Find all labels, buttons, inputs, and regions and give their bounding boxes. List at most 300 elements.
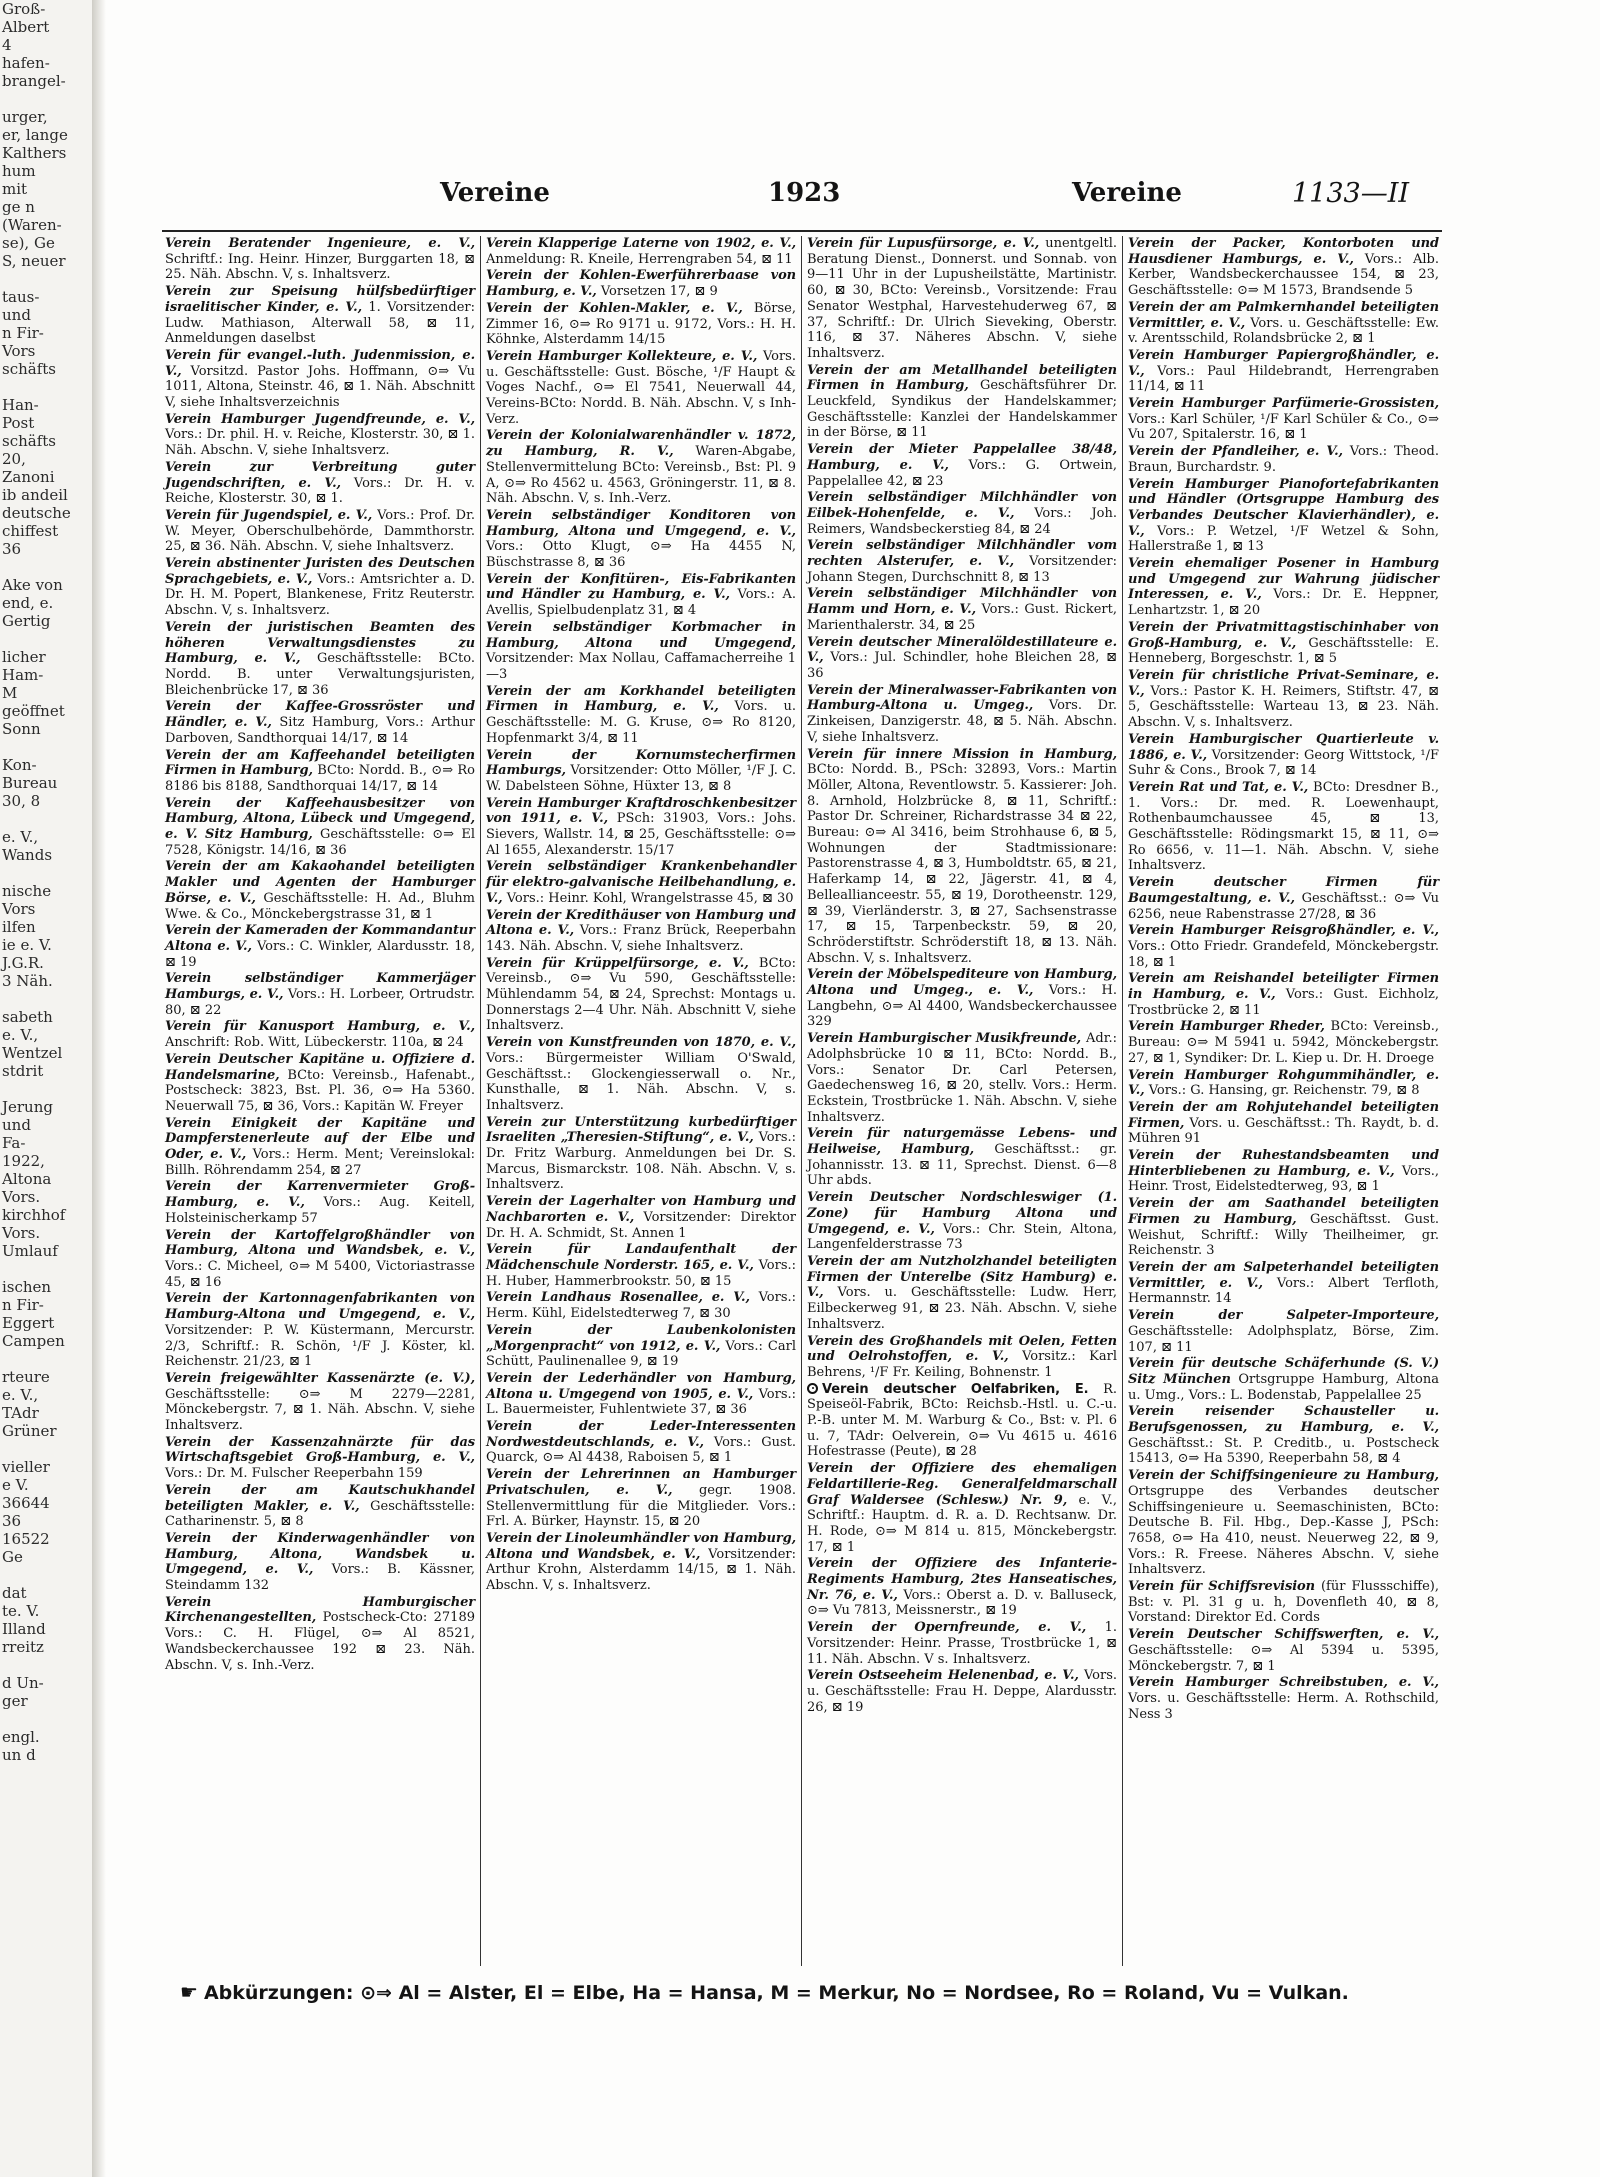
entry-details: Vors.: Theod. Braun, Burchardstr. 9. [1128, 444, 1439, 475]
facing-page-text-fragment: Sonn [2, 720, 41, 738]
entry-details: Vors.: B. Kässner, Steindamm 132 [165, 1562, 475, 1594]
facing-page-text-fragment [0, 378, 92, 396]
entry-details: Vors.: L. Bauermeister, Fuhlentwiete 37, ⊠ 36 [486, 1386, 796, 1418]
association-entry [1128, 1019, 1439, 1066]
association-entry [807, 1254, 1117, 1333]
column-1 [160, 236, 481, 1966]
facing-page-text-fragment: Zanoni [2, 468, 55, 486]
facing-page-text-fragment: taus- [2, 288, 40, 306]
facing-page-text-fragment: deutsche [2, 504, 71, 522]
entry-details: Vors. Dr. Zinkeisen, Danzigerstr. 48, ⊠ 5. Näh. Abschn. V, siehe Inhaltsverz. [807, 698, 1117, 745]
facing-page-text-fragment: d Un- [2, 1674, 44, 1692]
facing-page-text-fragment: 1922, [2, 1152, 45, 1170]
entry-details: Anschrift: Rob. Witt, Lübeckerstr. 110a, ⊠ 24 [165, 1035, 464, 1051]
association-entry [807, 1668, 1117, 1715]
facing-page-text-fragment: te. V. [2, 1602, 40, 1620]
facing-page-text-fragment: und [2, 1116, 31, 1134]
association-entry [165, 508, 475, 555]
entry-details: gegr. 1908. Stellenvermittlung für die Mitglieder. Vors.: Frl. A. Bürker, Haynstr. 15, ⊠ 20 [486, 1482, 796, 1530]
association-entry [165, 1435, 475, 1482]
facing-page-text-fragment: Umlauf [2, 1242, 58, 1260]
association-entry [807, 1126, 1117, 1189]
association-entry [1128, 1675, 1439, 1722]
association-entry [1128, 620, 1439, 667]
entry-title: Verein für Kanusport Hamburg, e. V., [165, 1019, 475, 1035]
entry-title: Verein Hamburger Pianofortefabrikanten und Händler (Ortsgruppe Hamburg des Verbandes Deutscher Klavierhändler), e. V., [1128, 476, 1439, 539]
association-entry [165, 1531, 475, 1594]
facing-page-text-fragment: 36644 [2, 1494, 50, 1512]
entry-title: Verein Deutscher Nordschleswiger (1. Zone) für Hamburg Altona und Umgegend, e. V., [807, 1190, 1117, 1237]
association-entry [486, 1371, 796, 1418]
association-entry [1128, 780, 1439, 874]
entry-details: Vors.: H. Langbehn, ⊙⇒ Al 4400, Wandsbeckerchaussee 329 [807, 983, 1117, 1030]
association-entry [165, 284, 475, 347]
entry-details: Vorsitz.: Karl Behrens, ¹/F Fr. Keiling, Bohnenstr. 1 [807, 1349, 1117, 1380]
entry-details: Schriftf.: Ing. Heinr. Hinzer, Burggarten 18, ⊠ 25. Näh. Abschn. V, s. Inhaltsverz. [165, 251, 475, 283]
facing-page-text-fragment: e. V., [2, 1386, 39, 1404]
entry-title: Verein zur Speisung hülfsbedürftiger israelitischer Kinder, e. V., [165, 284, 475, 315]
entry-title: Verein der Lederhändler von Hamburg, Altona u. Umgegend von 1905, e. V., [486, 1370, 796, 1402]
entry-title: Verein der Offiziere des Infanterie-Regiments Hamburg, 2tes Hanseatisches, Nr. 76, e. V., [807, 1556, 1117, 1603]
entry-title: Verein der am Metallhandel beteiligten Firmen in Hamburg, [807, 362, 1117, 394]
facing-page-text-fragment: ib andeil [2, 486, 68, 504]
entry-details: Geschäftsstelle: BCto. Nordd. B. unter Verwaltungsjuristen, Bleichenbrücke 17, ⊠ 36 [165, 651, 475, 698]
entry-details: Vorsitzender: Arthur Krohn, Alsterdamm 14/15, ⊠ 1. Näh. Abschn. V, s. Inhaltsverz. [486, 1546, 796, 1594]
facing-page-text-fragment: Eggert [2, 1314, 55, 1332]
entry-title: Verein ehemaliger Posener in Hamburg und Umgegend zur Wahrung jüdischer Interessen, e. V., [1128, 556, 1439, 603]
entry-title: Verein der Salpeter-Importeure, [1128, 1308, 1439, 1324]
association-entry [165, 1179, 475, 1226]
facing-page-text-fragment: Wentzel [2, 1044, 63, 1062]
entry-details: Vors.: Gust. Rickert, Marienthalerstr. 34, ⊠ 25 [807, 602, 1117, 633]
facing-page-text-fragment: rreitz [2, 1638, 44, 1656]
entry-title: Verein der am Nutzholzhandel beteiligten Firmen der Unterelbe (Sitz Hamburg) e. V., [807, 1254, 1117, 1301]
header-right-title: Vereine [1072, 178, 1182, 208]
facing-page-text-fragment: 4 [2, 36, 12, 54]
association-entry [807, 967, 1117, 1030]
association-entry [807, 1190, 1117, 1253]
facing-page-text-fragment: (Waren- [2, 216, 62, 234]
entry-title: Verein Ostseeheim Helenenbad, e. V., [807, 1668, 1079, 1684]
facing-page-text-fragment [0, 630, 92, 648]
association-entry [486, 684, 796, 747]
association-entry [1128, 1148, 1439, 1195]
entry-title: Verein der Ruhestandsbeamten und Hinterbliebenen zu Hamburg, e. V., [1128, 1148, 1439, 1179]
facing-page-text-fragment: Illand [2, 1620, 46, 1638]
entry-title: Verein für innere Mission in Hamburg, [807, 746, 1117, 762]
entry-title: Verein der Leder-Interessenten Nordwestdeutschlands, e. V., [486, 1419, 796, 1450]
facing-page-text-fragment: sabeth [2, 1008, 53, 1026]
entry-details: BCto: Nordd. B., ⊙⇒ Ro 8186 bis 8188, Sandthorquai 14/17, ⊠ 14 [165, 763, 475, 794]
entry-title: Verein selbständiger Milchhändler vom rechten Alsterufer, e. V., [807, 538, 1117, 570]
association-entry [165, 1291, 475, 1370]
facing-page-text-fragment: Fa- [2, 1134, 26, 1152]
entry-details: Vors.: Gust. Quarck, ⊙⇒ Al 4438, Raboisen 5, ⊠ 1 [486, 1434, 796, 1466]
entry-title: Verein der Packer, Kontorboten und Hausdiener Hamburgs, e. V., [1128, 236, 1439, 267]
entry-title: Verein der juristischen Beamten des höheren Verwaltungsdienstes zu Hamburg, e. V., [165, 619, 475, 667]
entry-title: Verein Hamburger Jugendfreunde, e. V., [165, 411, 475, 427]
facing-page-text-fragment: stdrit [2, 1062, 44, 1080]
entry-details: Ortsgruppe Hamburg, Altona u. Umg., Vors.: L. Bodenstab, Pappelallee 25 [1128, 1371, 1439, 1403]
entry-details: Vors. u. Geschäftsstelle: Ludw. Herr, Eilbeckerweg 91, ⊠ 23. Näh. Abschn. V, siehe Inhaltsverz. [807, 1285, 1117, 1332]
entry-details: Vors.: Herm. Ment; Vereinslokal: Billh. Röhrendamm 254, ⊠ 27 [165, 1147, 475, 1178]
entry-title: Verein der Kassenzahnärzte für das Wirtschaftsgebiet Groß-Hamburg, e. V., [165, 1434, 475, 1466]
facing-page-text-fragment: Wands [2, 846, 53, 864]
facing-page-text-fragment: n Fir- [2, 324, 44, 342]
facing-page-text-fragment: un d [2, 1746, 36, 1764]
facing-page-text-fragment: ger [2, 1692, 28, 1710]
association-entry [486, 956, 796, 1035]
entry-title: Verein der am Kautschukhandel beteiligten Makler, e. V., [165, 1482, 475, 1514]
facing-page-text-fragment: Grüner [2, 1422, 57, 1440]
entry-details: Geschäftsführer Dr. Leuckfeld, Syndikus der Handelskammer; Geschäftsstelle: Kanzlei der Handelskammer in der Börse, ⊠ 11 [807, 378, 1118, 441]
entry-title: Verein der Kredithäuser von Hamburg und Altona e. V., [486, 907, 796, 939]
entry-title: Verein Deutscher Kapitäne u. Offiziere d. Handelsmarine, [165, 1051, 475, 1083]
association-entry [1128, 300, 1439, 347]
association-entry [486, 428, 796, 507]
entry-details: Geschäftsst.: ⊙⇒ Vu 6256, neue Rabenstrasse 27/28, ⊠ 36 [1128, 890, 1440, 922]
header-left-title: Vereine [440, 178, 550, 208]
entry-title: Verein für naturgemässe Lebens- und Heilweise, Hamburg, [807, 1126, 1117, 1158]
association-entry [1128, 1260, 1439, 1307]
ornament-circle-icon [807, 1383, 818, 1394]
association-entry [486, 620, 796, 683]
entry-details: Vors.: C. Winkler, Alardusstr. 18, ⊠ 19 [165, 938, 475, 970]
entry-details: Geschäftsstelle: Catharinenstr. 5, ⊠ 8 [165, 1498, 475, 1530]
entry-details: Vorsitzender: Georg Wittstock, ¹/F Suhr & Cons., Brook 7, ⊠ 14 [1128, 747, 1439, 779]
association-entry [807, 490, 1117, 537]
facing-page-text-fragment: end, e. [2, 594, 54, 612]
entry-details: Geschäftsstelle: ⊙⇒ M 2279—2281, Mönckebergstr. 7, ⊠ 1. Näh. Abschn. V, siehe Inhaltsverz. [165, 1386, 475, 1434]
facing-page-text-fragment [0, 1710, 92, 1728]
entry-title: Verein für christliche Privat-Seminare, e. V., [1128, 667, 1439, 699]
entry-details: 1. Vorsitzender: Heinr. Prasse, Trostbrücke 1, ⊠ 11. Näh. Abschn. V s. Inhaltsverz. [807, 1620, 1117, 1667]
entry-details: Geschäftsstelle: ⊙⇒ Al 5394 u. 5395, Mönckebergstr. 7, ⊠ 1 [1128, 1642, 1439, 1674]
association-entry [486, 572, 796, 619]
facing-page-text-fragment: e. V., [2, 1026, 39, 1044]
entry-details: Vors.: Dr. M. Fulscher Reeperbahn 159 [165, 1466, 423, 1482]
facing-page-text-fragment [0, 864, 92, 882]
entry-details: Vorsitzender: Otto Möller, ¹/F J. C. W. Dabelsteen Söhne, Hüxter 13, ⊠ 8 [486, 763, 796, 794]
entry-details: Vors.: Chr. Stein, Altona, Langenfelderstrasse 73 [807, 1221, 1117, 1253]
entry-title: Verein Hamburgischer Musikfreunde, [807, 1031, 1082, 1047]
facing-page-text-fragment: e. V., [2, 828, 39, 846]
association-entry [1128, 236, 1439, 299]
entry-details: Geschäftsstelle: H. Ad., Bluhm Wwe. & Co., Mönckebergstrasse 31, ⊠ 1 [165, 890, 475, 922]
entry-title: Verein selbständiger Korbmacher in Hamburg, Altona und Umgegend, [486, 619, 796, 651]
facing-page-text-fragment: hum [2, 162, 36, 180]
facing-page-text-fragment [0, 990, 92, 1008]
entry-details: Geschäftsst. Gust. Weishut, Schriftf.: Willy Theilheimer, gr. Reichenstr. 3 [1128, 1211, 1439, 1259]
entry-title: Verein Hamburger Reisgroßhändler, e. V., [1128, 923, 1439, 939]
entry-details: (für Flussschiffe), Bst: v. Pl. 31 g u. h, Dovenfleth 40, ⊠ 8, Vorstand: Direktor Ed. Cords [1128, 1579, 1439, 1626]
facing-page-text-fragment: M [2, 684, 18, 702]
entry-details: Vorsitzender: Direktor Dr. H. A. Schmidt, St. Annen 1 [486, 1209, 796, 1241]
entry-title: Verein der Konfitüren-, Eis-Fabrikanten und Händler zu Hamburg, e. V., [486, 571, 796, 603]
facing-page-text-fragment: ilfen [2, 918, 36, 936]
facing-page-fragment [0, 0, 94, 2177]
abbreviations-footer [180, 1980, 1480, 2004]
facing-page-text-fragment [0, 738, 92, 756]
facing-page-text-fragment: Groß- [2, 0, 46, 18]
association-entry [1128, 1627, 1439, 1674]
entry-title: Verein der Kaffeehausbesitzer von Hamburg, Altona, Lübeck und Umgegend, e. V. Sitz Hamburg, [165, 795, 475, 843]
entry-title: Verein der Kohlen-Ewerführerbaase von Hamburg, e. V., [486, 268, 796, 300]
association-entry [807, 1461, 1117, 1555]
association-entry [486, 748, 796, 795]
entry-title: Verein Klapperige Laterne von 1902, e. V., [486, 236, 796, 251]
facing-page-text-fragment: brangel- [2, 72, 66, 90]
association-entry [486, 301, 796, 348]
entry-details: Vors.: Aug. Keitell, Holsteinischerkamp 57 [165, 1195, 475, 1226]
entry-title: Verein der Kaffee-Grossröster und Händler, e. V., [165, 699, 475, 731]
association-entry [807, 363, 1117, 442]
facing-page-text-fragment: 36 [2, 540, 22, 558]
entry-title: Verein für evangel.-luth. Judenmission, e. V., [165, 347, 475, 379]
facing-page-text-fragment: vieller [2, 1458, 50, 1476]
entry-details: Vors.: Dr. H. v. Reiche, Klosterstr. 30, ⊠ 1. [165, 475, 475, 507]
entry-title: Verein für Landaufenthalt der Mädchenschule Norderstr. 165, e. V., [486, 1242, 796, 1273]
entry-title: Verein selbständiger Kammerjäger Hamburgs, e. V., [165, 971, 475, 1003]
facing-page-text-fragment: Gertig [2, 612, 51, 630]
entry-title: Verein der am Kakaohandel beteiligten Makler und Agenten der Hamburger Börse, e. V., [165, 859, 475, 906]
entry-title: Verein der Privatmittagstischinhaber von Groß-Hamburg, e. V., [1128, 619, 1439, 651]
entry-details: Geschäftsst.: St. P. Creditb., u. Postscheck 15413, ⊙⇒ Ha 5390, Reeperbahn 58, ⊠ 4 [1128, 1435, 1439, 1467]
association-entry [165, 1228, 475, 1291]
association-entry [165, 971, 475, 1018]
entry-title: Verein Rat und Tat, e. V., [1128, 779, 1309, 795]
entry-title: Verein der am Salpeterhandel beteiligten Vermittler, e. V., [1128, 1260, 1439, 1291]
facing-page-text-fragment: Jerung [2, 1098, 53, 1116]
entry-title: Verein selbständiger Krankenbehandler für elektro-galvanische Heilbehandlung, e. V., [486, 859, 796, 906]
facing-page-text-fragment: Ake von [2, 576, 63, 594]
association-entry [165, 556, 475, 619]
entry-title: Verein Hamburger Rohgummihändler, e. V., [1128, 1067, 1439, 1099]
facing-page-text-fragment [0, 1566, 92, 1584]
facing-page-text-fragment: Altona [2, 1170, 52, 1188]
entry-details: Vors.: Prof. Dr. W. Meyer, Oberschulbehörde, Dammthorstr. 25, ⊠ 36. Näh. Abschn. V, siehe Inhaltsverz. [165, 507, 476, 555]
facing-page-text-fragment [0, 1350, 92, 1368]
entry-details: Ortsgruppe des Verbandes deutscher Schiffsingenieure u. Seemaschinisten, BCto: Deutsche B. Fil. Hbg., Dep.-Kasse J, PSch: 7658, ⊙⇒ Ha 410, neust. Neuerweg 22, ⊠ 9, Vors.: R. Freese. Näheres Abschn. V, siehe Inhaltsverz. [1128, 1483, 1439, 1578]
entry-details: Vors.: Bürgermeister William O'Swald, Geschäftsst.: Glockengiesserwall o. Nr., Kunsthalle, ⊠ 1. Näh. Abschn. V, s. Inhaltsverz. [486, 1050, 796, 1113]
entry-details: Anmeldung: R. Kneile, Herrengraben 54, ⊠ 11 [486, 251, 793, 267]
entry-title: Verein Landhaus Rosenallee, e. V., [486, 1290, 750, 1306]
association-entry [165, 923, 475, 970]
facing-page-text-fragment: Vors. [2, 1188, 41, 1206]
facing-page-text-fragment: Albert [2, 18, 50, 36]
entry-details: Vors.: Dr. phil. H. v. Reiche, Klosterstr. 30, ⊠ 1. Näh. Abschn. V, siehe Inhaltsverz. [165, 427, 475, 459]
entry-details: Geschäftsst.: gr. Johannisstr. 13. ⊠ 11, Sprechst. Dienst. 6—8 Uhr abds. [807, 1142, 1118, 1189]
association-entry [1128, 923, 1439, 970]
association-entry [1128, 477, 1439, 556]
association-entry [1128, 1579, 1439, 1626]
entry-title: Verein Beratender Ingenieure, e. V., [165, 236, 475, 251]
entry-title: Verein der Linoleumhändler von Hamburg, Altona und Wandsbek, e. V., [486, 1530, 796, 1562]
association-entry [165, 620, 475, 699]
entry-title: Verein der am Saathandel beteiligten Firmen zu Hamburg, [1128, 1196, 1439, 1227]
association-entry [1128, 1356, 1439, 1403]
running-head [110, 178, 1450, 218]
entry-details: BCto: Dresdner B., 1. Vors.: Dr. med. R. Loewenhaupt, Rothenbaumchaussee 45, ⊠ 13, Geschäftsstelle: Rödingsmarkt 15, ⊠ 11, ⊙⇒ Ro 6656, v. 11—1. Näh. Abschn. V, siehe Inhaltsverz. [1128, 779, 1440, 874]
entry-details: BCto: Vereinsb., Bureau: ⊙⇒ M 5941 u. 5942, Mönckebergstr. 27, ⊠ 1, Syndiker: Dr. L. Kiep u. Dr. H. Droege [1128, 1019, 1439, 1066]
association-entry [1128, 1068, 1439, 1099]
entry-title: Verein der Kartoffelgroßhändler von Hamburg, Altona und Wandsbek, e. V., [165, 1227, 475, 1259]
entry-details: Vors. u. Geschäftsstelle: M. G. Kruse, ⊙⇒ Ro 8120, Hopfenmarkt 3/4, ⊠ 11 [486, 699, 796, 746]
entry-title: Verein der Offiziere des ehemaligen Feldartillerie-Reg. Generalfeldmarschall Graf Waldersee (Schlesw.) Nr. 9, [807, 1461, 1117, 1508]
entry-details: Vors. u. Geschäftsstelle: Gust. Bösche, ¹/F Haupt & Voges Nachf., ⊙⇒ El 7541, Neuerwall 44, Vereins-BCto: Nordd. B. Näh. Abschn. V, s Inh-Verz. [486, 348, 796, 427]
association-entry [1128, 396, 1439, 443]
entry-details: e. V., Schriftf.: Hauptm. d. R. a. D. Rechtsanw. Dr. H. Rode, ⊙⇒ M 814 u. 815, Mönckebergstr. 17, ⊠ 1 [807, 1492, 1118, 1555]
entry-title: Verein der Kohlen-Makler, e. V., [486, 300, 743, 316]
entry-title: Verein der Lagerhalter von Hamburg und Nachbarorten e. V., [486, 1194, 796, 1225]
entry-details: Adr.: Adolphsbrücke 10 ⊠ 11, BCto: Nordd. B., Vors.: Senator Dr. Carl Petersen, Gaedechensweg 16, ⊠ 20, stellv. Vors.: Herm. Eckstein, Trostbrücke 1. Näh. Abschn. V, siehe Inhaltsverz. [807, 1031, 1117, 1125]
entry-title: Verein am Reishandel beteiligter Firmen in Hamburg, e. V., [1128, 971, 1439, 1003]
association-entry [807, 1334, 1117, 1381]
facing-page-text-fragment: 30, 8 [2, 792, 41, 810]
association-entry [486, 796, 796, 859]
facing-page-text-fragment: J.G.R. [2, 954, 44, 972]
facing-page-text-fragment: chiffest [2, 522, 59, 540]
facing-page-text-fragment: mit [2, 180, 28, 198]
entry-title: Verein Hamburger Rheder, [1128, 1019, 1325, 1035]
entry-title: Verein der Pfandleiher, e. V., [1128, 444, 1343, 460]
facing-page-text-fragment: schäfts [2, 360, 56, 378]
facing-page-text-fragment: Ham- [2, 666, 44, 684]
facing-page-text-fragment: Bureau [2, 774, 58, 792]
entry-details: Vors.: Karl Schüler, ¹/F Karl Schüler & Co., ⊙⇒ Vu 207, Spitalerstr. 16, ⊠ 1 [1128, 411, 1439, 443]
association-entry [165, 699, 475, 746]
entry-details: Vors.: Alb. Kerber, Wandsbeckerchaussee 154, ⊠ 23, Geschäftsstelle: ⊙⇒ M 1573, Brandsende 5 [1128, 251, 1439, 299]
facing-page-text-fragment: kirchhof [2, 1206, 66, 1224]
facing-page-text-fragment: ge n [2, 198, 35, 216]
association-entry [486, 1323, 796, 1370]
text-columns [160, 236, 1446, 1966]
facing-page-text-fragment: Kalthers [2, 144, 67, 162]
association-entry [1128, 1196, 1439, 1259]
association-entry [1128, 556, 1439, 619]
association-entry [486, 1194, 796, 1241]
entry-details: Vors. u. Geschäftsstelle: Ew. v. Arentsschild, Rolandsbrücke 2, ⊠ 1 [1128, 315, 1439, 347]
association-entry [1128, 1100, 1439, 1147]
facing-page-text-fragment: urger, [2, 108, 48, 126]
column-4 [1123, 236, 1444, 1966]
entry-title: Verein der am Korkhandel beteiligten Firmen in Hamburg, e. V., [486, 683, 796, 715]
association-entry [165, 859, 475, 922]
association-entry [486, 268, 796, 299]
entry-details: BCto: Vereinsb., ⊙⇒ Vu 590, Geschäftsstelle: Mühlendamm 54, ⊠ 24, Sprechst: Montags u. Donnerstags 2—4 Uhr. Näh. Abschnitt V, siehe Inhaltsverz. [486, 955, 796, 1034]
facing-page-text-fragment: Kon- [2, 756, 37, 774]
abbreviations-text: Abkürzungen: ⊙⇒ Al = Alster, El = Elbe, Ha = Hansa, M = Merkur, No = Nordsee, Ro = Roland, Vu = Vulkan. [203, 1982, 1349, 2004]
entry-title: Verein Hamburgischer Kirchenangestellten, [165, 1594, 475, 1626]
facing-page-text-fragment [0, 810, 92, 828]
entry-details: Vors.: Herm. Kühl, Eidelstedterweg 7, ⊠ 30 [486, 1290, 796, 1322]
entry-details: Vorsitzender: P. W. Küstermann, Mercurstr. 2/3, Schriftf.: R. Schön, ¹/F J. Köster, kl. Reichenstr. 21/23, ⊠ 1 [165, 1322, 475, 1370]
association-entry [807, 635, 1117, 682]
entry-details: Börse, Zimmer 16, ⊙⇒ Ro 9171 u. 9172, Vors.: H. H. Köhnke, Alsterdamm 14/15 [486, 300, 796, 348]
entry-details: Sitz Hamburg, Vors.: Arthur Darboven, Sandthorquai 14/17, ⊠ 14 [165, 715, 475, 746]
entry-title: Verein für Jugendspiel, e. V., [165, 507, 373, 523]
entry-details: Vors.: Heinr. Kohl, Wrangelstrasse 45, ⊠ 30 [506, 890, 794, 906]
entry-details: Vors.: A. Avellis, Spielbudenplatz 31, ⊠ 4 [486, 587, 796, 619]
entry-title: Verein Hamburger Parfümerie-Grossisten, [1128, 396, 1439, 412]
column-3 [802, 236, 1123, 1966]
entry-details: Vorsitzd. Pastor Johs. Hoffmann, ⊙⇒ Vu 1011, Altona, Steinstr. 46, ⊠ 1. Näh. Abschnitt V, siehe Inhaltsverzeichnis [165, 363, 475, 411]
entry-details: 1. Vorsitzender: Ludw. Mathiason, Alterwall 58, ⊠ 11, Anmeldungen daselbst [165, 299, 475, 347]
entry-title: Verein Hamburgischer Quartierleute v. 1886, e. V., [1128, 731, 1439, 763]
entry-title: Verein der Kartonnagenfabrikanten von Hamburg-Altona und Umgegend, e. V., [165, 1291, 475, 1323]
entry-title: Verein der Laubenkolonisten „Morgenpracht“ von 1912, e. V., [486, 1322, 796, 1354]
facing-page-text-fragment: licher [2, 648, 46, 666]
facing-page-text-fragment: ie e. V. [2, 936, 52, 954]
entry-title: Verein für deutsche Schäferhunde (S. V.) Sitz München [1128, 1356, 1439, 1387]
facing-page-text-fragment: Ge [2, 1548, 23, 1566]
entry-details: PSch: 31903, Vors.: Johs. Sievers, Wallstr. 14, ⊠ 25, Geschäftsstelle: ⊙⇒ Al 1655, Alexanderstr. 15/17 [486, 811, 796, 858]
facing-page-text-fragment [0, 1656, 92, 1674]
association-entry [807, 538, 1117, 585]
association-entry [165, 236, 475, 283]
entry-title: Verein der Mineralwasser-Fabrikanten von Hamburg-Altona u. Umgeg., [807, 682, 1117, 714]
entry-details: Vors.: Jul. Schindler, hohe Bleichen 28, ⊠ 36 [807, 650, 1117, 681]
entry-title: Verein der Möbelspediteure von Hamburg, Altona und Umgeg., e. V., [807, 967, 1117, 999]
entry-details: Vors.: Gust. Eichholz, Trostbrücke 2, ⊠ 11 [1128, 987, 1440, 1018]
association-entry [486, 236, 796, 267]
facing-page-text-fragment: ischen [2, 1278, 52, 1296]
entry-details: Waren-Abgabe, Stellenvermittelung BCto: Vereinsb., Bst: Pl. 9 A, ⊙⇒ Ro 4562 u. 4563, Gröningerstr. 11, ⊠ 8. Näh. Abschn. V, s. Inh.-Verz. [486, 444, 796, 507]
association-entry [486, 508, 796, 571]
entry-title: Verein der Kornumstecherfirmen Hamburgs, [486, 747, 796, 779]
entry-details: Vors.: G. Hansing, gr. Reichenstr. 79, ⊠ 8 [1148, 1083, 1420, 1099]
entry-title: Verein der Mieter Pappelallee 38/48, Hamburg, e. V., [807, 442, 1117, 473]
facing-page-text-fragment: er, lange [2, 126, 68, 144]
facing-page-text-fragment [0, 1260, 92, 1278]
page-number: 1133—II [1292, 178, 1410, 209]
association-entry [807, 1556, 1117, 1619]
facing-page-text-fragment [0, 1080, 92, 1098]
facing-page-text-fragment: schäfts [2, 432, 56, 450]
association-entry [807, 683, 1117, 746]
association-entry [165, 348, 475, 411]
association-entry [486, 1467, 796, 1530]
entry-title: Verein zur Unterstützung kurbedürftiger Israeliten „Theresien-Stiftung“, e. V., [486, 1114, 796, 1146]
facing-page-text-fragment: dat [2, 1584, 27, 1602]
association-entry [1128, 1308, 1439, 1355]
association-entry [165, 1019, 475, 1050]
header-rule [162, 230, 1442, 232]
entry-title: Verein der am Palmkernhandel beteiligten Vermittler, e. V., [1128, 299, 1439, 331]
entry-title: Verein der Lehrerinnen an Hamburger Privatschulen, e. V., [486, 1467, 796, 1498]
association-entry [165, 748, 475, 795]
facing-page-text-fragment: 16522 [2, 1530, 50, 1548]
entry-details: Vors.: Otto Klugt, ⊙⇒ Ha 4455 N, Büschstrasse 8, ⊠ 36 [486, 539, 796, 571]
association-entry [486, 349, 796, 428]
entry-title: Verein reisender Schausteller u. Berufsgenossen, zu Hamburg, e. V., [1128, 1404, 1439, 1436]
entry-title: Verein der Opernfreunde, e. V., [807, 1620, 1087, 1636]
entry-title: Verein selbständiger Milchhändler von Hamm und Horn, e. V., [807, 586, 1117, 618]
entry-details: Postscheck-Cto: 27189 Vors.: C. H. Flügel, ⊙⇒ Al 8521, Wandsbeckerchaussee 192 ⊠ 23. Näh. Abschn. V, s. Inh.-Verz. [165, 1610, 475, 1673]
facing-page-text-fragment: TAdr [2, 1404, 39, 1422]
entry-details: R. Speiseöl-Fabrik, BCto: Reichsb.-Hstl. u. C.-u. P.-B. unter M. M. Warburg & Co., Bst: v. Pl. 6 u. 7, TAdr: Oelverein, ⊙⇒ Vu 4615 u. 4616 Hofestrasse (Peute), ⊠ 28 [807, 1381, 1117, 1460]
entry-details: Vorsitzender: Johann Stegen, Durchschnitt 8, ⊠ 13 [807, 554, 1117, 585]
entry-title: Verein des Großhandels mit Oelen, Fetten und Oelrohstoffen, e. V., [807, 1333, 1117, 1365]
association-entry [165, 1116, 475, 1179]
association-entry [1128, 732, 1439, 779]
entry-title: Verein selbständiger Milchhändler von Eilbek-Hohenfelde, e. V., [807, 490, 1117, 521]
book-gutter [92, 0, 106, 2177]
entry-details: Vors.: H. Lorbeer, Ortrudstr. 80, ⊠ 22 [165, 987, 475, 1018]
entry-title: Verein zur Verbreitung guter Jugendschriften, e. V., [165, 459, 475, 491]
facing-page-text-fragment: Campen [2, 1332, 65, 1350]
facing-page-text-fragment: n Fir- [2, 1296, 44, 1314]
